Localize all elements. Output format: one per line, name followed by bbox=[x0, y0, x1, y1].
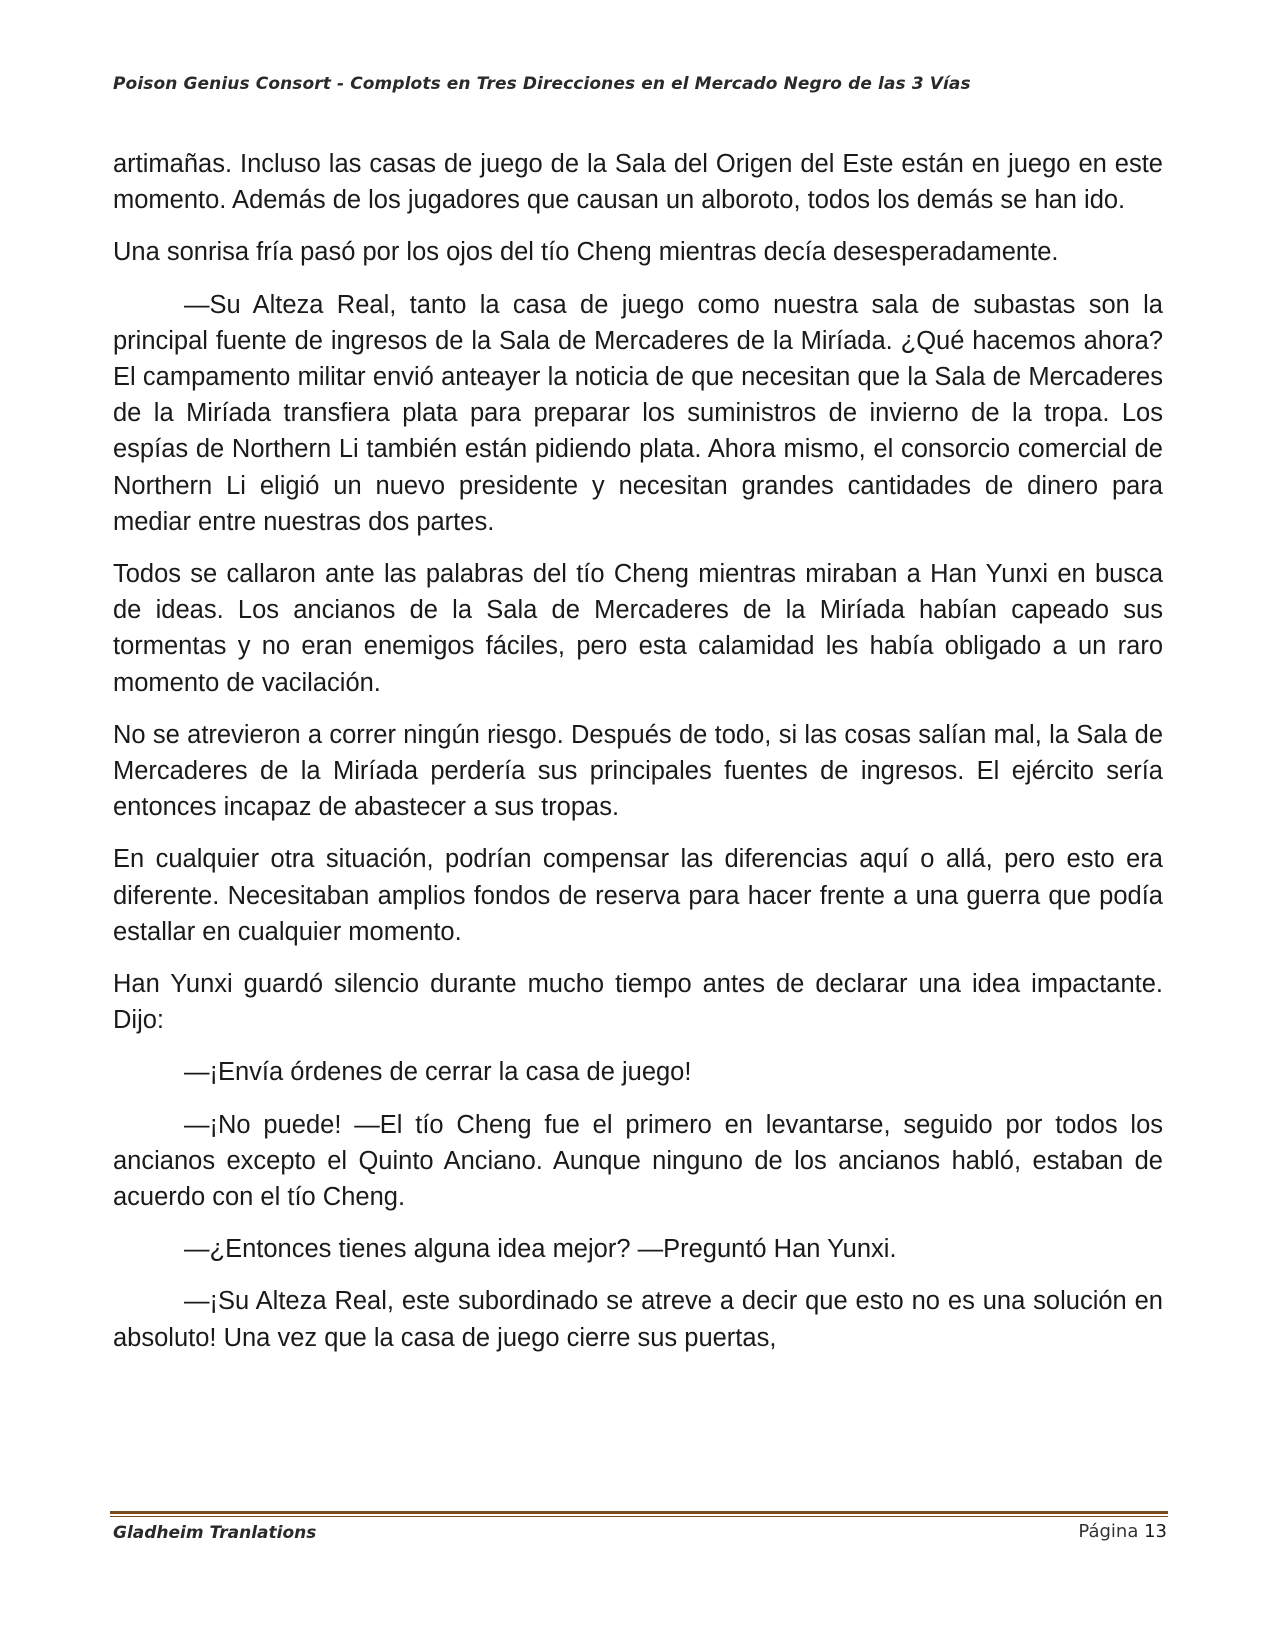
page-number-area bbox=[1078, 1521, 1167, 1542]
page-number: 13 bbox=[1144, 1521, 1167, 1542]
paragraph: En cualquier otra situación, podrían compensar las diferencias aquí o allá, pero esto era diferente. Necesitaban amplios fondos de reserva para hacer frente a una guerra que podía estallar en cualquier momento. bbox=[113, 845, 1163, 946]
footer-divider-thin bbox=[110, 1516, 1168, 1517]
paragraph: Todos se callaron ante las palabras del tío Cheng mientras miraban a Han Yunxi en busca de ideas. Los ancianos de la Sala de Mercaderes de la Miríada habían capeado sus tormentas y no eran enemigos fáciles, pero esta calamidad les había obligado a un raro momento de vacilación. bbox=[113, 560, 1163, 697]
paragraph: No se atrevieron a correr ningún riesgo. Después de todo, si las cosas salían mal, la Sala de Mercaderes de la Miríada perdería sus principales fuentes de ingresos. El ejército sería entonces incapaz de abastecer a sus tropas. bbox=[113, 720, 1163, 822]
paragraph: artimañas. Incluso las casas de juego de la Sala del Origen del Este están en juego en este momento. Además de los jugadores que causan un alboroto, todos los demás se han ido. bbox=[113, 150, 1163, 215]
dialog-paragraph: —¡No puede! —El tío Cheng fue el primero en levantarse, seguido por todos los ancianos excepto el Quinto Anciano. Aunque ninguno de los ancianos habló, estaban de acuerdo con el tío Cheng. bbox=[113, 1110, 1163, 1212]
page-body bbox=[113, 146, 1163, 1372]
page-label: Página bbox=[1078, 1521, 1139, 1542]
paragraph: Una sonrisa fría pasó por los ojos del tío Cheng mientras decía desesperadamente. bbox=[113, 238, 1059, 267]
footer-divider bbox=[110, 1511, 1168, 1514]
dialog-paragraph: —¡Su Alteza Real, este subordinado se atreve a decir que esto no es una solución en absoluto! Una vez que la casa de juego cierre sus puertas, bbox=[113, 1287, 1163, 1352]
running-header: Poison Genius Consort - Complots en Tres Direcciones en el Mercado Negro de las 3 Vías bbox=[113, 74, 971, 94]
dialog-paragraph: —¡Envía órdenes de cerrar la casa de juego! bbox=[184, 1058, 692, 1087]
paragraph: Han Yunxi guardó silencio durante mucho tiempo antes de declarar una idea impactante. Dijo: bbox=[113, 970, 1163, 1035]
footer-credit: Gladheim Tranlations bbox=[113, 1523, 317, 1543]
dialog-paragraph: —Su Alteza Real, tanto la casa de juego como nuestra sala de subastas son la principal fuente de ingresos de la Sala de Mercaderes de la Miríada. ¿Qué hacemos ahora? El campamento militar envió anteayer la noticia de que necesitan que la Sala de Mercaderes de la Miríada transfiera plata para preparar los suministros de invierno de la tropa. Los espías de Northern Li también están pidiendo plata. Ahora mismo, el consorcio comercial de Northern Li eligió un nuevo presidente y necesitan grandes cantidades de dinero para mediar entre nuestras dos partes. bbox=[113, 290, 1163, 536]
dialog-paragraph: —¿Entonces tienes alguna idea mejor? —Preguntó Han Yunxi. bbox=[184, 1235, 897, 1264]
